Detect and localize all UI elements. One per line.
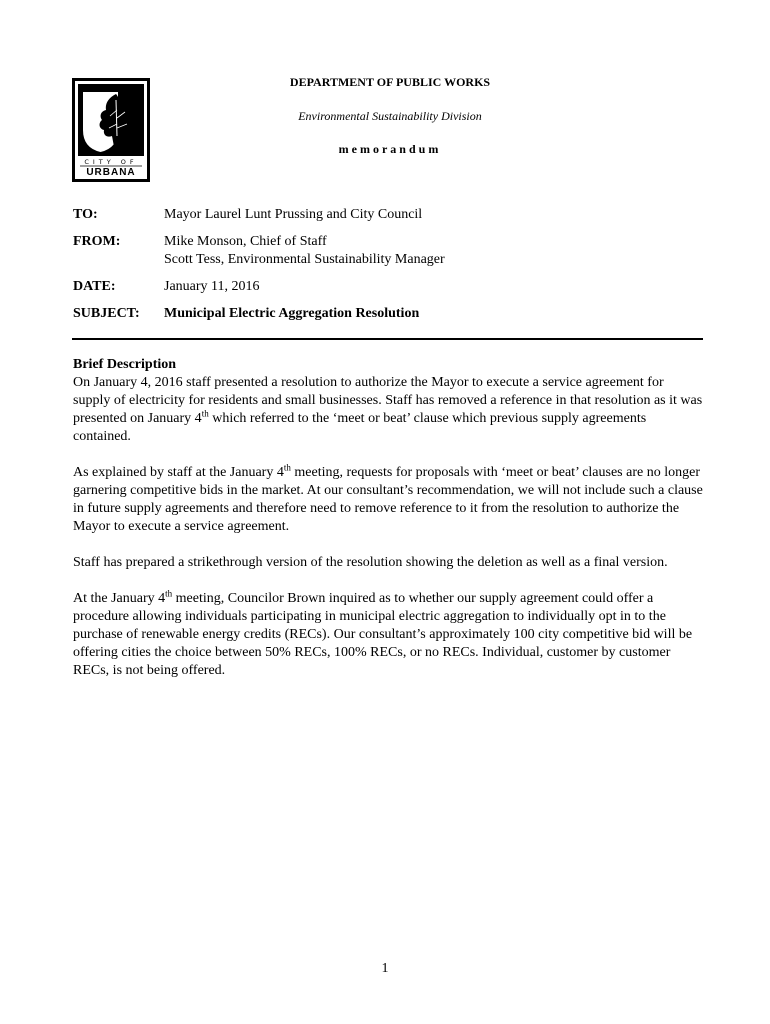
from-line-1: Mike Monson, Chief of Staff <box>164 234 327 249</box>
paragraph-4 <box>73 590 703 680</box>
paragraph-3: Staff has prepared a strikethrough version of the resolution showing the deletion as well as a final version. <box>73 555 668 570</box>
city-of-urbana-logo <box>72 78 150 182</box>
subject-label: SUBJECT: <box>73 306 140 321</box>
p4-text-a: At the January 4 <box>73 591 166 606</box>
division-name: Environmental Sustainability Division <box>298 109 482 123</box>
date-label: DATE: <box>73 279 116 294</box>
p4-superscript: th <box>165 588 173 599</box>
p4-text-b: meeting, Councilor Brown inquired as to whether our supply agreement could offer a procedure allowing individuals participating in municipal electric aggregation to individually opt in to the purchase of renewable energy credits (RECs). Our consultant’s approximately 100 city competitive bid will be offering cities the choice between 50% RECs, 100% RECs, or no RECs. Individual, customer by customer RECs, is not being offered. <box>73 591 693 678</box>
date-value: January 11, 2016 <box>164 279 260 294</box>
logo-urbana: URBANA <box>86 167 136 178</box>
paragraph-2 <box>73 464 703 536</box>
p2-text-a: As explained by staff at the January 4 <box>73 465 284 480</box>
department-title: DEPARTMENT OF PUBLIC WORKS <box>289 75 491 89</box>
from-line-2: Scott Tess, Environmental Sustainability Manager <box>164 252 445 267</box>
document-type: memorandum <box>338 142 442 156</box>
page-number: 1 <box>381 961 389 976</box>
memo-body <box>73 356 703 698</box>
p1-text-a: On January 4, 2016 staff presented a resolution to authorize the Mayor to execute a service agreement for supply of electricity for residents and small businesses. Staff has removed a reference in that resolution as it was presented on January 4 <box>73 375 703 426</box>
p1-superscript: th <box>201 408 209 419</box>
to-label: TO: <box>73 207 98 222</box>
p2-text-b: meeting, requests for proposals with ‘meet or beat’ clauses are no longer garnering competitive bids in the market. At our consultant’s recommendation, we will not include such a clause in future supply agreements and therefore need to remove reference to it from the resolution to authorize the Mayor to execute a service agreement. <box>73 465 703 534</box>
p2-superscript: th <box>283 462 291 473</box>
p1-text-b: which referred to the ‘meet or beat’ clause which previous supply agreements contained. <box>73 411 647 444</box>
brief-description-heading: Brief Description <box>73 357 177 372</box>
header-divider <box>72 338 703 340</box>
from-label: FROM: <box>73 234 121 249</box>
logo-city-of: CITY OF <box>84 158 138 166</box>
paragraph-1 <box>73 356 703 446</box>
subject-value: Municipal Electric Aggregation Resolution <box>164 306 420 321</box>
to-value: Mayor Laurel Lunt Prussing and City Council <box>164 207 423 222</box>
